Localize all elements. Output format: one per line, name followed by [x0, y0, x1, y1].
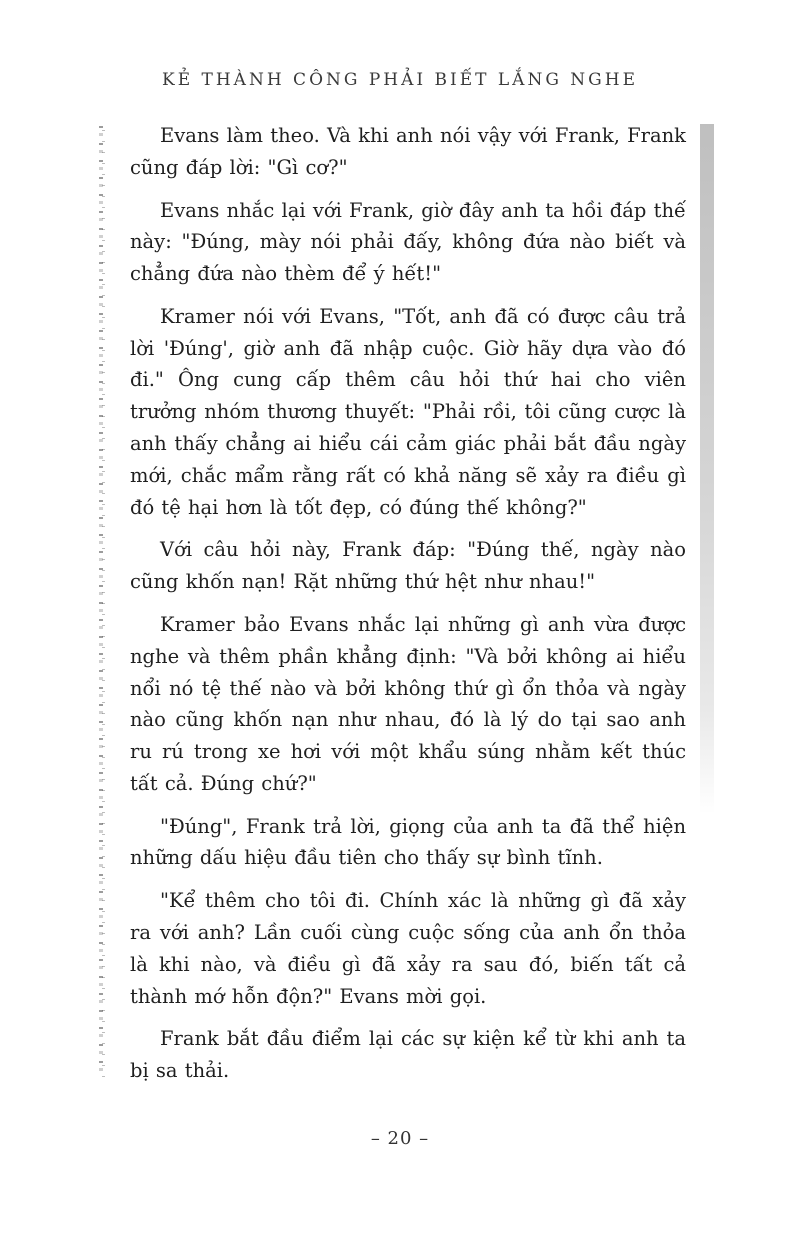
paragraph: Kramer bảo Evans nhắc lại những gì anh vừa được nghe và thêm phần khẳng định: "Và bởi không ai hiểu nổi nó tệ thế nào và bởi không thứ gì ổn thỏa và ngày nào cũng khốn nạn như nhau, đó là lý do tại sao anh ru rú trong xe hơi với một khẩu súng nhằm kết thúc tất cả. Đúng chứ?"	[130, 612, 686, 795]
paragraph: "Kể thêm cho tôi đi. Chính xác là những gì đã xảy ra với anh? Lần cuối cùng cuộc sống của anh ổn thỏa là khi nào, và điều gì đã xảy ra sau đó, biến tất cả thành mớ hỗn độn?" Evans mời gọi.	[130, 889, 686, 1008]
page-number: – 20 –	[370, 1128, 430, 1149]
paragraph: Với câu hỏi này, Frank đáp: "Đúng thế, ngày nào cũng khốn nạn! Rặt những thứ hệt như nhau!"	[130, 538, 686, 594]
running-header-title: KẺ THÀNH CÔNG PHẢI BIẾT LẮNG NGHE	[162, 70, 638, 90]
paragraph: Kramer nói với Evans, "Tốt, anh đã có được câu trả lời 'Đúng', giờ anh đã nhập cuộc. Giờ hãy dựa vào đó đi." Ông cung cấp thêm câu hỏi thứ hai cho viên trưởng nhóm thương thuyết: "Phải rồi, tôi cũng cược là anh thấy chẳng ai hiểu cái cảm giác phải bắt đầu ngày mới, chắc mẩm rằng rất có khả năng sẽ xảy ra điều gì đó tệ hại hơn là tốt đẹp, có đúng thế không?"	[130, 304, 686, 519]
paragraph: Frank bắt đầu điểm lại các sự kiện kể từ khi anh ta bị sa thải.	[130, 1027, 686, 1083]
body-text	[130, 120, 686, 1098]
paragraph: "Đúng", Frank trả lời, giọng của anh ta đã thể hiện những dấu hiệu đầu tiên cho thấy sự bình tĩnh.	[130, 814, 686, 870]
scan-artifact-left	[99, 126, 107, 1078]
scan-artifact-right	[700, 124, 714, 814]
paragraph: Evans nhắc lại với Frank, giờ đây anh ta hồi đáp thế này: "Đúng, mày nói phải đấy, không đứa nào biết và chẳng đứa nào thèm để ý hết!"	[130, 198, 686, 286]
paragraph: Evans làm theo. Và khi anh nói vậy với Frank, Frank cũng đáp lời: "Gì cơ?"	[130, 124, 686, 179]
